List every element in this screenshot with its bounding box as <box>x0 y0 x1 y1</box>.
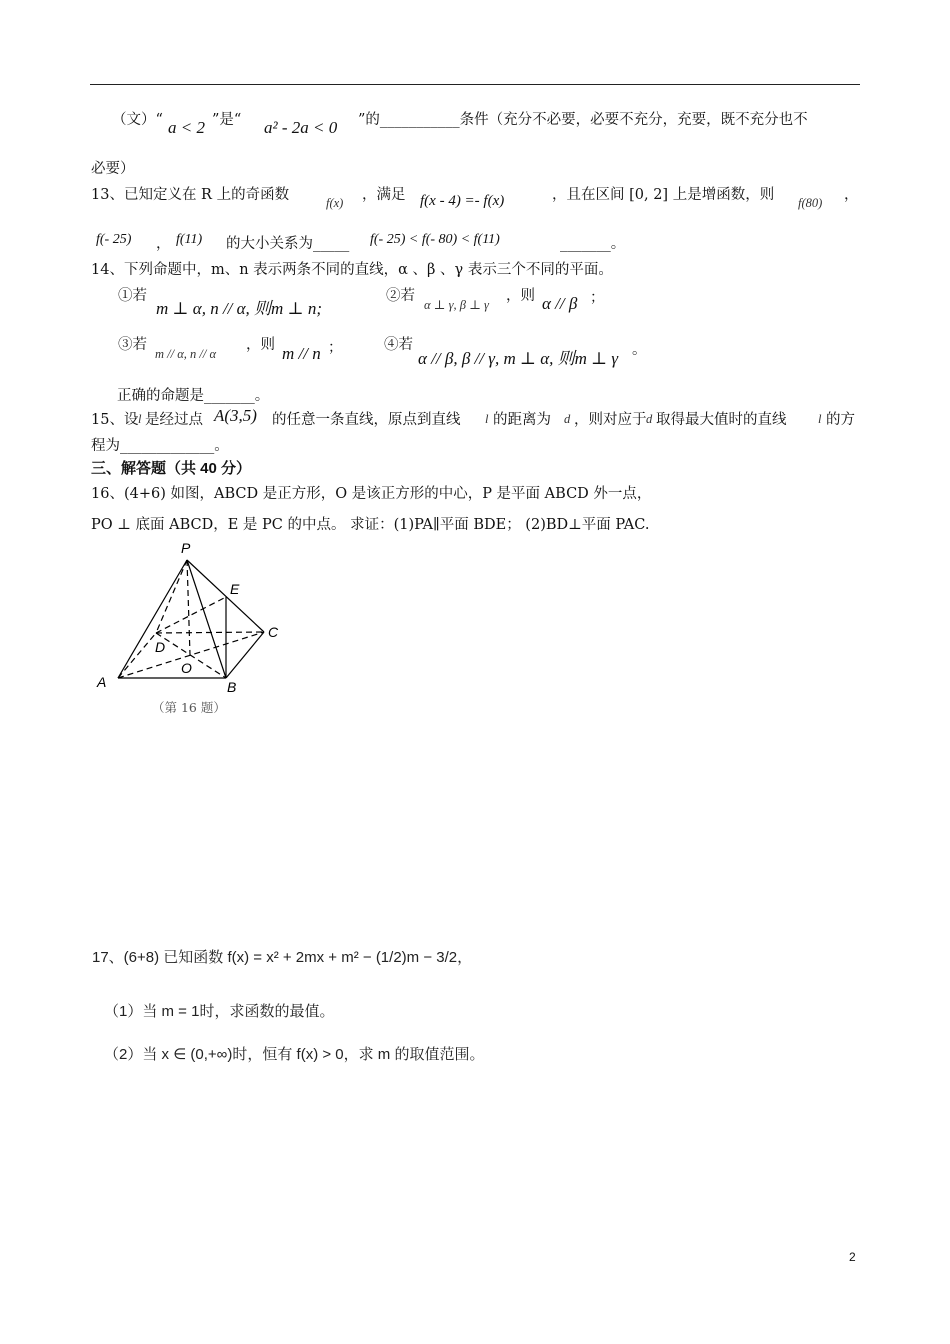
q15-point: A(3,5) <box>214 406 257 425</box>
q14-prop-3-end: ； <box>328 340 343 356</box>
page-number: 2 <box>849 1250 856 1264</box>
q14-prop-3-prefix: ③若 <box>118 337 147 353</box>
q13-math-f11: f(11) <box>176 232 203 247</box>
q-wen-condition-1: a < 2 <box>168 118 205 137</box>
q13-text-2: ，满足 <box>362 187 406 203</box>
q14-prop-4-prefix: ④若 <box>384 337 413 353</box>
header-rule <box>90 84 860 85</box>
q16-line-2: PO ⊥ 底面 ABCD，E 是 PC 的中点。 求证：(1)PA∥平面 BDE； (2)BD⊥平面 PAC. <box>91 517 650 533</box>
edge-PD <box>156 560 187 633</box>
q14-prop-4: α // β, β // γ, m ⊥ α, 则m ⊥ γ <box>418 349 619 368</box>
q14-prop-3: m // n <box>282 344 321 363</box>
q14-prop-2: α // β <box>542 294 578 313</box>
q15-line-symbol: l <box>485 412 489 426</box>
vertex-label-O: O <box>181 660 192 676</box>
q15-continuation: 程为_____________。 <box>91 438 229 454</box>
q17-part-1: （1）当 m = 1时，求函数的最值。 <box>104 1003 335 1020</box>
q15-text-2: 是经过点 <box>145 412 203 428</box>
q14-prop-4-end: 。 <box>632 342 647 358</box>
edge-PO <box>187 560 190 655</box>
q13-text-7: _______。 <box>560 236 626 252</box>
q-wen-continuation: 必要） <box>91 161 135 177</box>
q14-prop-2-mid: ，则 <box>506 288 535 304</box>
q13-text-3: ，且在区间 [0, 2] 上是增函数，则 <box>552 187 775 203</box>
figure-caption: （第 16 题） <box>152 700 226 715</box>
section-heading-answers: 三、解答题（共 40 分） <box>91 460 252 477</box>
q13-text-4: ， <box>844 187 859 203</box>
q-wen-condition-2: a² - 2a < 0 <box>264 118 338 137</box>
vertex-label-E: E <box>230 581 240 597</box>
q14-prop-2-prefix: ②若 <box>386 288 415 304</box>
q-wen-end: ”的___________条件（充分不必要，必要不充分，充要，既不充分也不 <box>358 112 808 128</box>
q15-text-7: 的方 <box>826 412 855 428</box>
vertex-label-A: A <box>97 674 107 690</box>
q14-prop-2-condition: α ⊥ γ, β ⊥ γ <box>424 298 489 312</box>
edge-DC <box>156 632 264 633</box>
q15-text-4: 的距离为 <box>493 412 551 428</box>
q13-math-f80: f(80) <box>798 196 823 210</box>
edge-AD <box>118 633 156 678</box>
q17-part-2: （2）当 x ∈ (0,+∞)时，恒有 f(x) > 0，求 m 的取值范围。 <box>104 1046 485 1063</box>
q-wen-open: （文）“ <box>112 112 163 128</box>
q13-answer: f(- 25) < f(- 80) < f(11) <box>370 232 500 247</box>
q13-math-fx: f(x) <box>326 196 344 210</box>
edge-PA <box>118 560 187 678</box>
vertex-label-B: B <box>227 679 237 695</box>
edge-BC <box>226 632 264 678</box>
q14-prop-1-prefix: ①若 <box>118 288 147 304</box>
q14-answer: 正确的命题是_______。 <box>117 388 270 404</box>
q14-prop-1: m ⊥ α, n // α, 则m ⊥ n; <box>156 299 322 318</box>
edge-DE <box>156 597 226 633</box>
q15-text-1: 15、设 <box>91 412 139 428</box>
q14-prop-3-condition: m // α, n // α <box>155 347 217 361</box>
q15-distance-symbol: d <box>564 412 571 426</box>
q15-text-3: 的任意一条直线，原点到直线 <box>272 412 461 428</box>
q13-math-condition: f(x - 4) =- f(x) <box>420 193 505 209</box>
vertex-label-P: P <box>181 540 191 556</box>
vertex-label-C: C <box>268 624 279 640</box>
q17-function: 17、(6+8) 已知函数 f(x) = x² + 2mx + m² − (1/2)m − 3/2， <box>92 949 473 966</box>
q15-line-symbol: l <box>818 412 822 426</box>
q-wen-mid: ”是“ <box>212 112 242 128</box>
q13-math-f-25: f(- 25) <box>96 232 132 247</box>
q15-text-6: 取得最大值时的直线 <box>656 412 787 428</box>
q14-prop-3-mid: ，则 <box>246 337 275 353</box>
q13-text-6: 的大小关系为_____ <box>226 236 350 252</box>
pyramid-figure <box>90 535 310 720</box>
q15-line-symbol: l <box>138 412 142 426</box>
q14-intro: 14、下列命题中，m、n 表示两条不同的直线，α 、β 、γ 表示三个不同的平面。 <box>91 262 613 278</box>
q15-text-5: ，则对应于 <box>574 412 647 428</box>
q15-distance-symbol: d <box>646 412 653 426</box>
vertex-label-D: D <box>155 639 166 655</box>
q13-text-1: 13、已知定义在 R 上的奇函数 <box>91 187 290 203</box>
q16-line-1: 16、(4+6) 如图，ABCD 是正方形，O 是该正方形的中心，P 是平面 ABCD 外一点， <box>91 486 652 502</box>
q13-text-5: ， <box>156 236 171 252</box>
q14-prop-2-end: ； <box>590 290 605 306</box>
